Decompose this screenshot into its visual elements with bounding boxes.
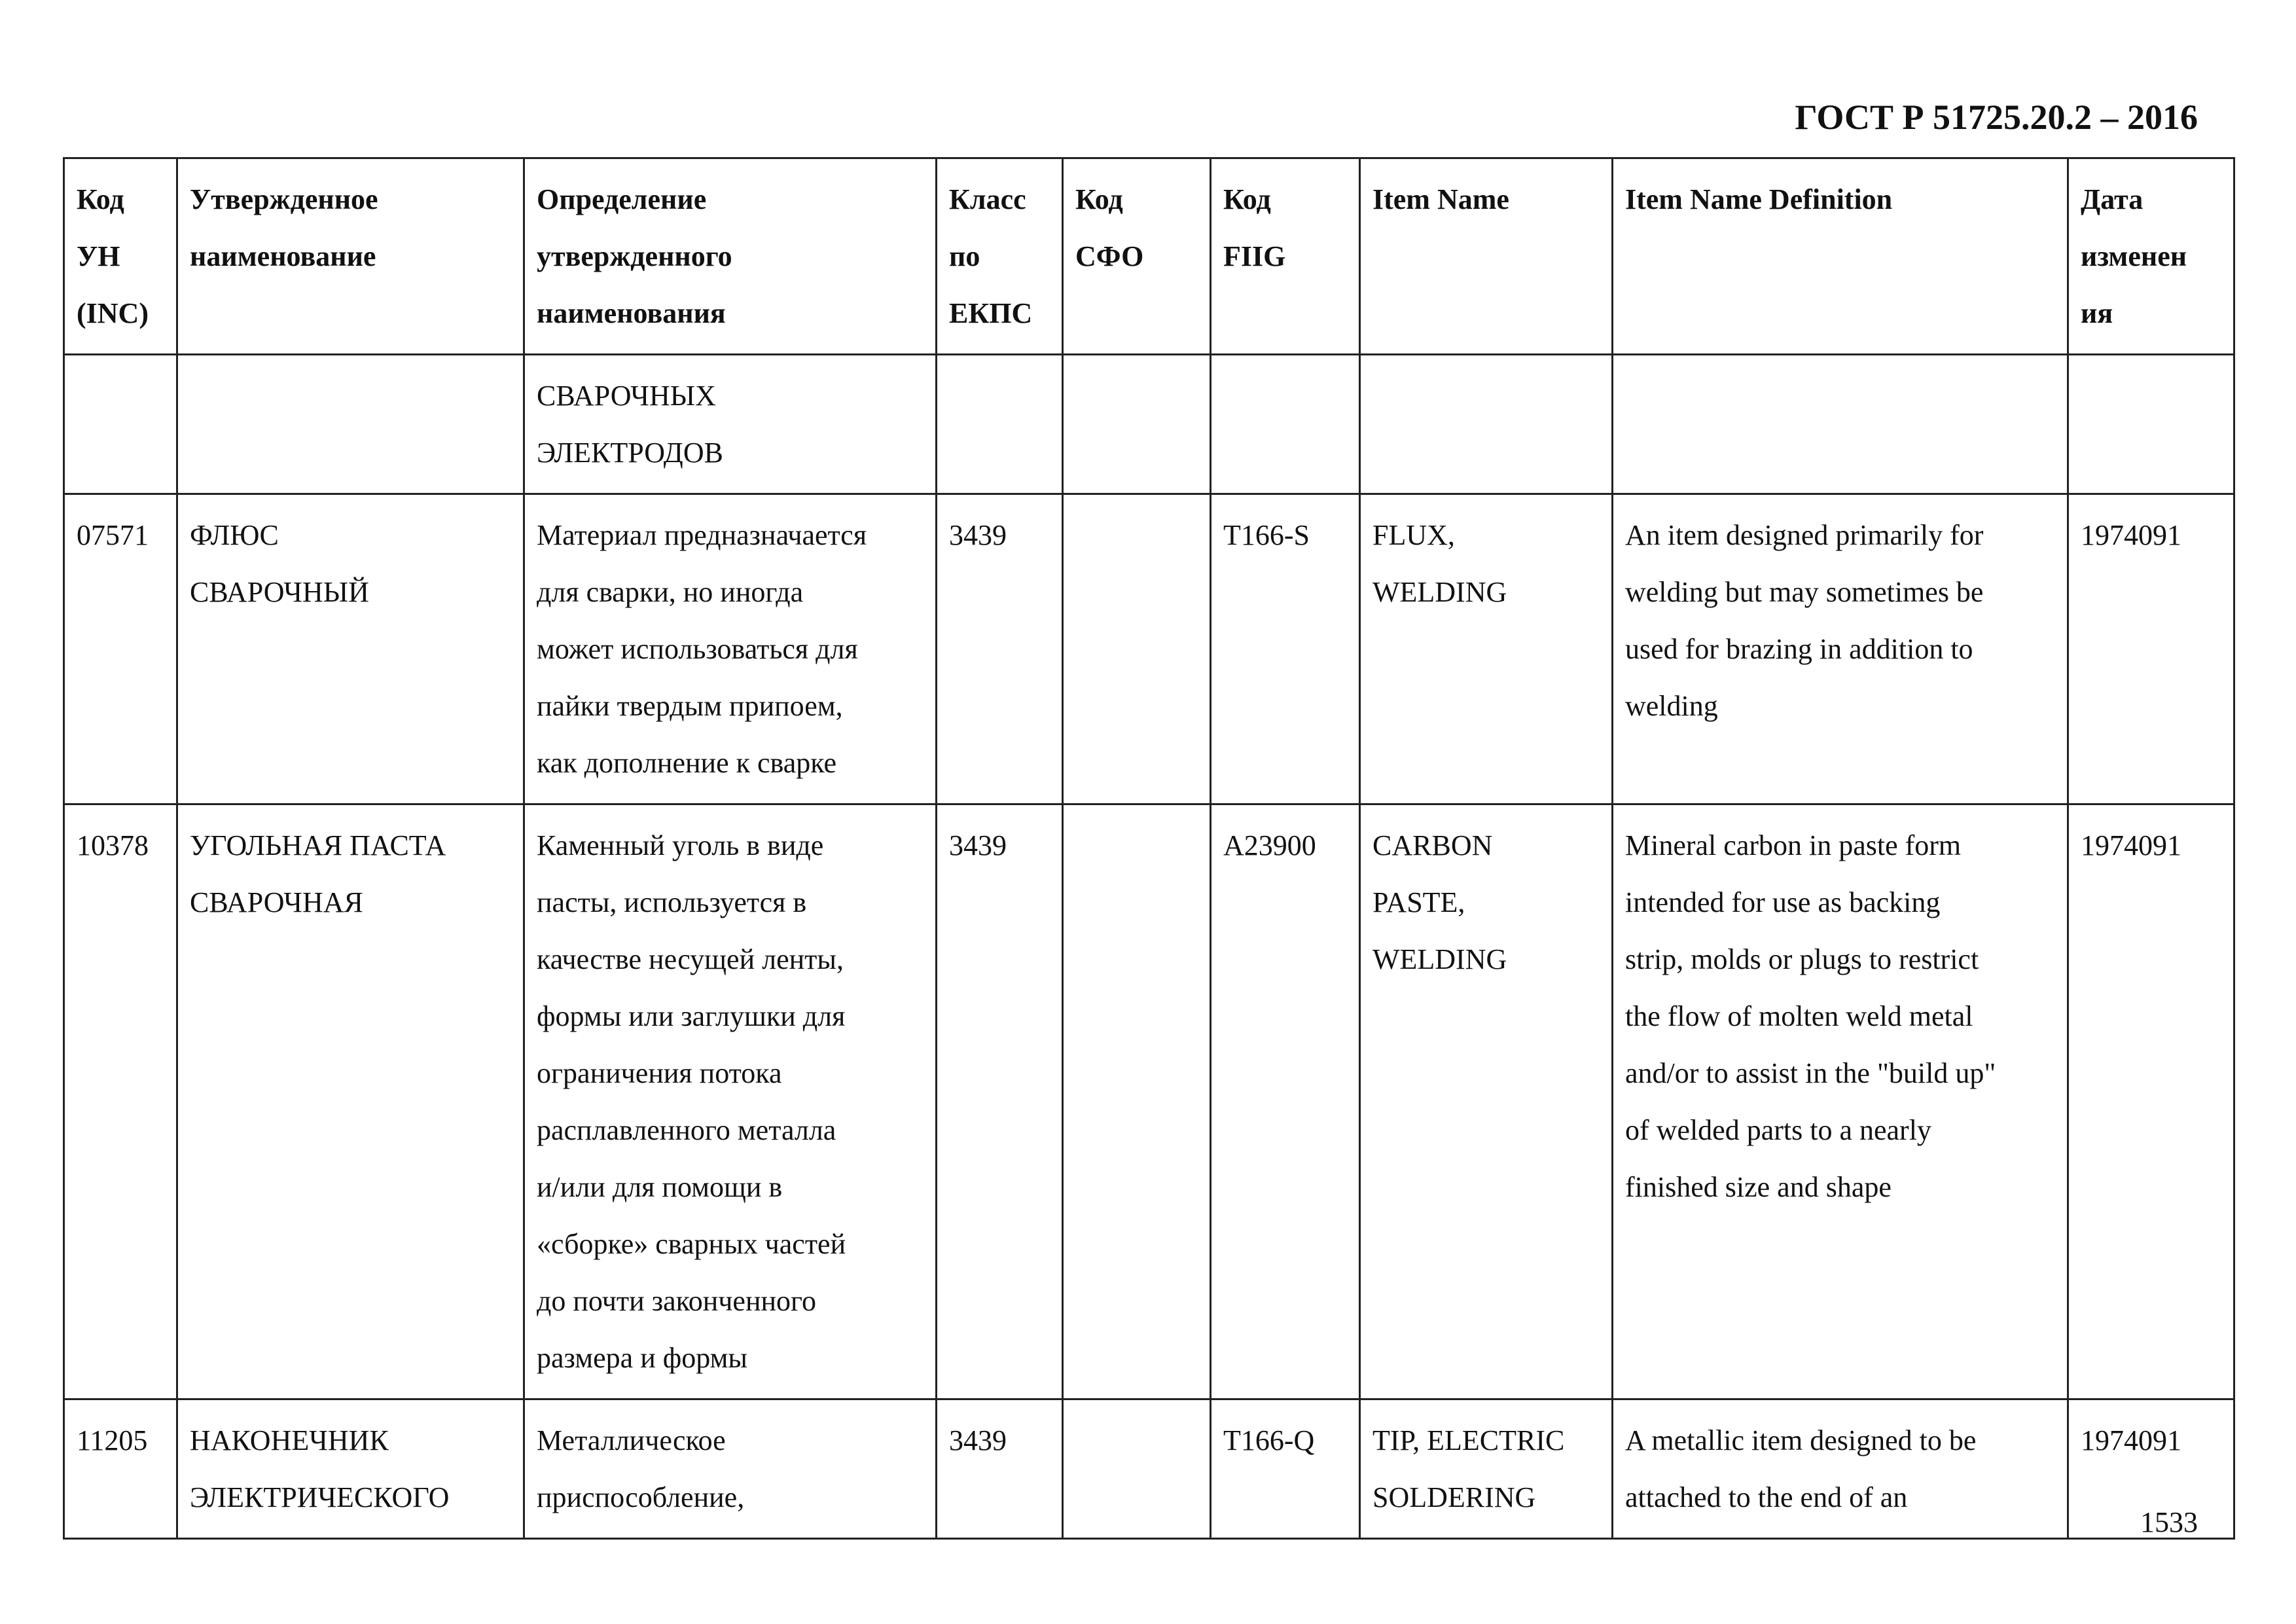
cell-date: 1974091 bbox=[2068, 804, 2234, 1399]
cell-item-name: CARBON PASTE, WELDING bbox=[1360, 804, 1613, 1399]
table-row bbox=[64, 494, 2234, 804]
cell-code: 07571 bbox=[64, 494, 177, 804]
cell-date bbox=[2068, 355, 2234, 494]
cell-definition: Металлическое приспособление, bbox=[524, 1399, 937, 1539]
document-header: ГОСТ Р 51725.20.2 – 2016 bbox=[1795, 98, 2198, 137]
cell-definition: СВАРОЧНЫХ ЭЛЕКТРОДОВ bbox=[524, 355, 937, 494]
cell-definition: Каменный уголь в виде пасты, используется в качестве несущей ленты, формы или заглушки для ограничения потока расплавленного металла и/или для помощи в «сборке» сварных частей до почти законченного размера и формы bbox=[524, 804, 937, 1399]
cell-item-name bbox=[1360, 355, 1613, 494]
cell-date: 1974091 bbox=[2068, 1399, 2234, 1539]
cell-sfo bbox=[1063, 494, 1211, 804]
cell-item-name: TIP, ELECTRIC SOLDERING bbox=[1360, 1399, 1613, 1539]
page-number: 1533 bbox=[2140, 1506, 2198, 1538]
column-header-definition: Определение утвержденного наименования bbox=[524, 158, 937, 355]
cell-fiig bbox=[1211, 355, 1360, 494]
cell-name: НАКОНЕЧНИК ЭЛЕКТРИЧЕСКОГО bbox=[177, 1399, 524, 1539]
column-header-item-definition: Item Name Definition bbox=[1613, 158, 2068, 355]
cell-class: 3439 bbox=[937, 804, 1063, 1399]
table-row bbox=[64, 1399, 2234, 1539]
cell-date: 1974091 bbox=[2068, 494, 2234, 804]
nomenclature-table bbox=[63, 157, 2235, 1540]
cell-fiig: A23900 bbox=[1211, 804, 1360, 1399]
cell-fiig: T166-Q bbox=[1211, 1399, 1360, 1539]
table-row bbox=[64, 355, 2234, 494]
column-header-sfo: Код СФО bbox=[1063, 158, 1211, 355]
column-header-name: Утвержденное наименование bbox=[177, 158, 524, 355]
cell-code: 11205 bbox=[64, 1399, 177, 1539]
cell-item-definition: An item designed primarily for welding but may sometimes be used for brazing in addition to welding bbox=[1613, 494, 2068, 804]
cell-class bbox=[937, 355, 1063, 494]
cell-item-name: FLUX, WELDING bbox=[1360, 494, 1613, 804]
cell-name: УГОЛЬНАЯ ПАСТА СВАРОЧНАЯ bbox=[177, 804, 524, 1399]
cell-class: 3439 bbox=[937, 494, 1063, 804]
column-header-date: Дата изменен ия bbox=[2068, 158, 2234, 355]
column-header-item-name: Item Name bbox=[1360, 158, 1613, 355]
column-header-code: Код УН (INC) bbox=[64, 158, 177, 355]
cell-fiig: T166-S bbox=[1211, 494, 1360, 804]
cell-sfo bbox=[1063, 804, 1211, 1399]
cell-definition: Материал предназначается для сварки, но иногда может использоваться для пайки твердым припоем, как дополнение к сварке bbox=[524, 494, 937, 804]
cell-sfo bbox=[1063, 355, 1211, 494]
column-header-class: Класс по ЕКПС bbox=[937, 158, 1063, 355]
cell-class: 3439 bbox=[937, 1399, 1063, 1539]
table-header-row bbox=[64, 158, 2234, 355]
cell-name: ФЛЮС СВАРОЧНЫЙ bbox=[177, 494, 524, 804]
table-row bbox=[64, 804, 2234, 1399]
cell-name bbox=[177, 355, 524, 494]
cell-item-definition: A metallic item designed to be attached to the end of an bbox=[1613, 1399, 2068, 1539]
cell-sfo bbox=[1063, 1399, 1211, 1539]
column-header-fiig: Код FIIG bbox=[1211, 158, 1360, 355]
cell-item-definition bbox=[1613, 355, 2068, 494]
cell-code: 10378 bbox=[64, 804, 177, 1399]
cell-code bbox=[64, 355, 177, 494]
cell-item-definition: Mineral carbon in paste form intended for use as backing strip, molds or plugs to restrict the flow of molten weld metal and/or to assist in the "build up" of welded parts to a nearly finished size and shape bbox=[1613, 804, 2068, 1399]
